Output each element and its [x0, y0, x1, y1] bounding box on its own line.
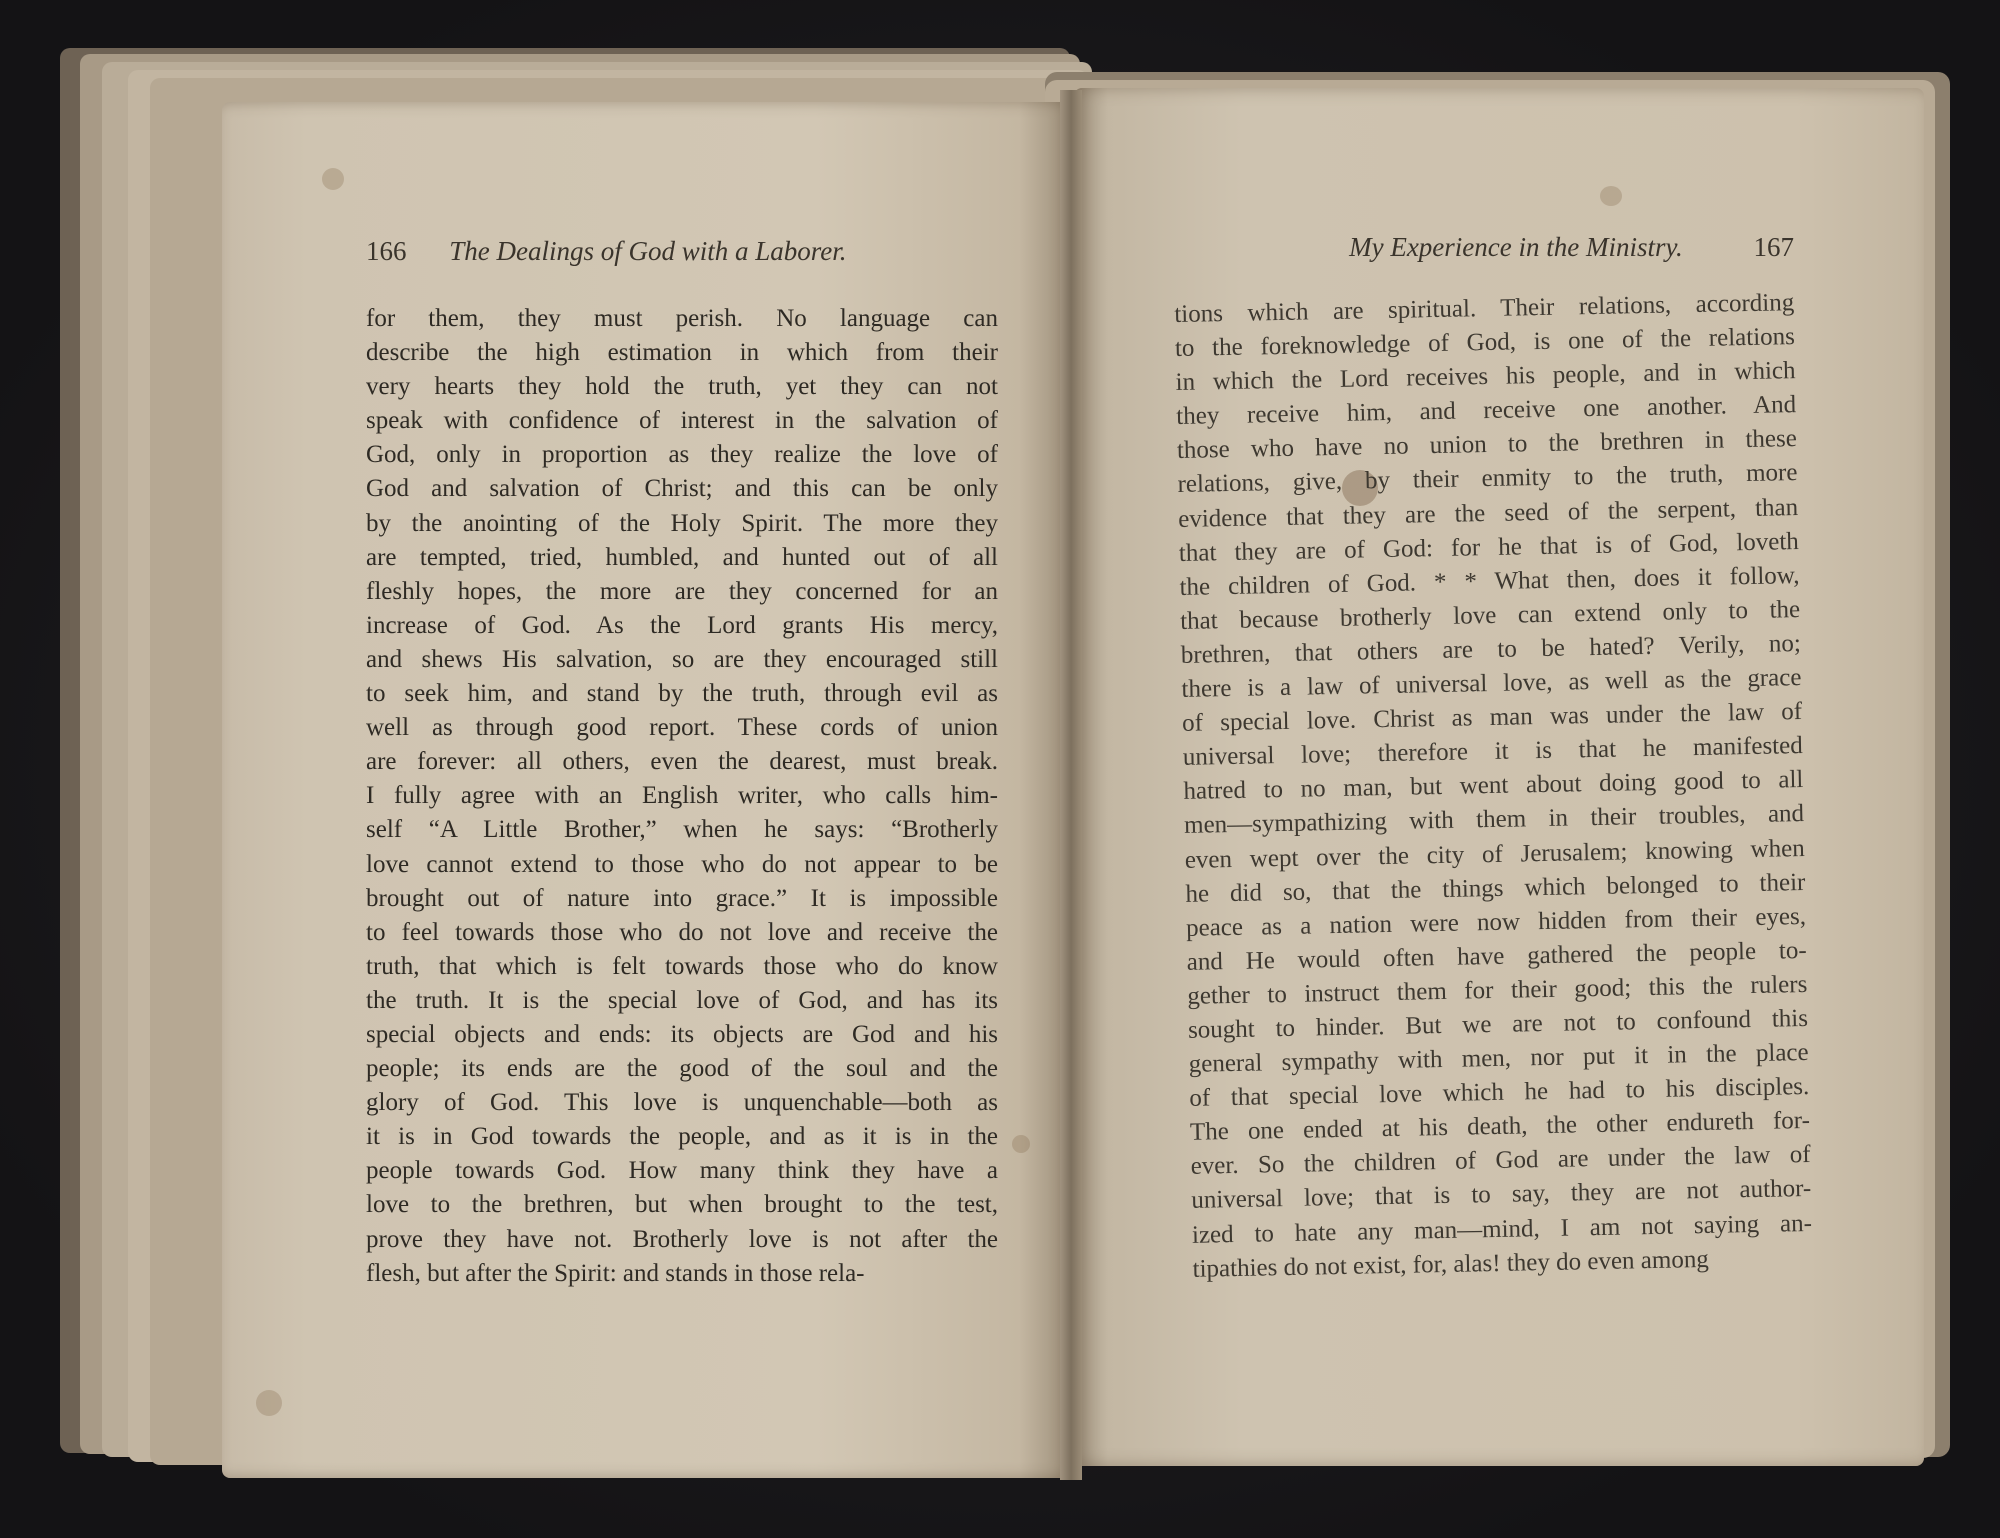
right-running-header [1312, 232, 1794, 263]
text-line: universal love; therefore it is that he manifested [1182, 732, 1803, 772]
left-running-header [366, 236, 998, 267]
text-line: of special love. Christ as man was under the law of [1181, 698, 1803, 738]
text-line: in which the Lord receives his people, and in which [1175, 357, 1796, 397]
left-page-body [366, 302, 998, 1291]
foxing-stain [1012, 1135, 1030, 1153]
text-line: even wept over the city of Jerusalem; knowing when [1184, 834, 1805, 874]
text-line: to feel towards those who do not love and receive the [366, 918, 998, 946]
text-line: they receive him, and receive one another. And [1176, 391, 1797, 431]
text-line: to the foreknowledge of God, is one of the relations [1174, 323, 1796, 363]
text-line: well as through good report. These cords of union [366, 714, 998, 742]
text-line: relations, give, by their enmity to the truth, more [1177, 459, 1798, 499]
text-line: prove they have not. Brotherly love is not after the [366, 1225, 998, 1253]
text-line: speak with confidence of interest in the salvation of [366, 407, 998, 435]
text-line: for them, they must perish. No language can [366, 305, 998, 332]
text-line: general sympathy with men, nor put it in the place [1188, 1039, 1809, 1078]
text-line: describe the high estimation in which from their [366, 339, 998, 367]
text-line: glory of God. This love is unquenchable—both as [366, 1089, 998, 1117]
right-page-body [1174, 286, 1813, 1286]
text-line: people towards God. How many think they have a [366, 1157, 998, 1185]
text-line: very hearts they hold the truth, yet they can not [366, 373, 998, 401]
text-line: universal love; that is to say, they are not author- [1191, 1175, 1812, 1215]
text-line: people; its ends are the good of the soul and the [366, 1055, 998, 1083]
text-line: gether to instruct them for their good; this the rulers [1187, 970, 1808, 1010]
running-head: The Dealings of God with a Laborer. [449, 236, 847, 266]
text-line: brought out of nature into grace.” It is impossible [366, 884, 998, 912]
text-line: there is a law of universal love, as well as the grace [1181, 664, 1802, 703]
text-line: and shews His salvation, so are they encouraged still [366, 645, 998, 673]
text-line: love cannot extend to those who do not appear to be [366, 850, 998, 878]
text-line: evidence that they are the seed of the serpent, than [1177, 493, 1799, 533]
text-line: men—sympathizing with them in their troubles, and [1183, 800, 1805, 840]
book-gutter [1060, 90, 1082, 1480]
text-line: self “A Little Brother,” when he says: “Brotherly [366, 816, 998, 844]
page-number: 166 [366, 236, 407, 266]
text-line: ized to hate any man—mind, I am not saying an- [1191, 1209, 1813, 1249]
text-line: hatred to no man, but went about doing good to all [1183, 766, 1804, 806]
text-line: ever. So the children of God are under the law of [1190, 1141, 1811, 1181]
text-line: sought to hinder. But we are not to confound this [1187, 1004, 1809, 1044]
text-line: are tempted, tried, humbled, and hunted out of all [366, 543, 998, 571]
text-line: those who have no union to the brethren in these [1176, 425, 1798, 465]
text-line: it is in God towards the people, and as it is in the [366, 1123, 998, 1151]
text-line: he did so, that the things which belonged to their [1185, 868, 1806, 908]
running-head: My Experience in the Ministry. [1349, 232, 1683, 262]
foxing-stain [256, 1390, 282, 1416]
text-line: tipathies do not exist, for, alas! they do even among [1192, 1245, 1710, 1283]
text-line: and He would often have gathered the people to- [1186, 936, 1807, 976]
text-line: are forever: all others, even the dearest, must break. [366, 748, 998, 776]
text-line: increase of God. As the Lord grants His mercy, [366, 611, 998, 639]
text-line: the children of God. * * What then, does it follow, [1179, 561, 1800, 601]
text-line: I fully agree with an English writer, who calls him- [366, 782, 998, 810]
text-line: the truth. It is the special love of God, and has its [366, 986, 998, 1014]
text-line: to seek him, and stand by the truth, through evil as [366, 680, 998, 708]
text-line: peace as a nation were now hidden from their eyes, [1185, 902, 1807, 942]
text-line: tions which are spiritual. Their relations, according [1174, 289, 1795, 328]
foxing-stain [1600, 186, 1622, 206]
text-line: that they are of God: for he that is of God, loveth [1178, 527, 1800, 567]
text-line: God and salvation of Christ; and this can be only [366, 475, 998, 503]
text-line: love to the brethren, but when brought to the test, [366, 1191, 998, 1219]
foxing-stain [322, 168, 344, 190]
text-line: that because brotherly love can extend only to the [1179, 595, 1801, 635]
text-line: of that special love which he had to his disciples. [1189, 1073, 1810, 1113]
text-line: special objects and ends: its objects are God and his [366, 1020, 998, 1048]
text-line: flesh, but after the Spirit: and stands in those rela- [366, 1259, 865, 1287]
text-line: The one ended at his death, the other endureth for- [1189, 1107, 1811, 1147]
text-line: by the anointing of the Holy Spirit. The more they [366, 509, 998, 537]
page-number: 167 [1753, 232, 1794, 262]
text-line: truth, that which is felt towards those who do know [366, 952, 998, 980]
text-line: fleshly hopes, the more are they concerned for an [366, 577, 998, 605]
text-line: brethren, that others are to be hated? Verily, no; [1180, 629, 1802, 669]
text-line: God, only in proportion as they realize the love of [366, 441, 998, 469]
